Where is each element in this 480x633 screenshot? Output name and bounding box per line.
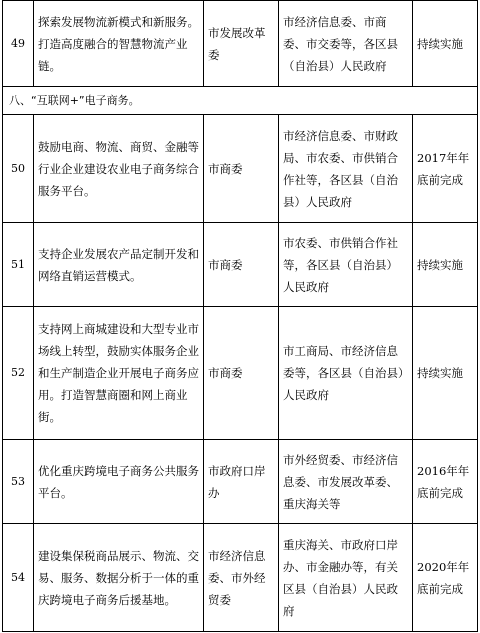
partner-unit-cell: 市农委、市供销合作社等，各区县（自治县）人民政府 (279, 223, 413, 307)
table-row (3, 1, 478, 87)
row-number: 52 (3, 307, 34, 440)
task-cell: 建设集保税商品展示、物流、交易、服务、数据分析于一体的重庆跨境电子商务后援基地。 (34, 524, 204, 632)
row-number: 49 (3, 1, 34, 87)
deadline-cell: 2016年年底前完成 (413, 440, 478, 524)
task-cell: 支持企业发展农产品定制开发和网络直销运营模式。 (34, 223, 204, 307)
task-cell: 优化重庆跨境电子商务公共服务平台。 (34, 440, 204, 524)
partner-unit-cell: 市经济信息委、市商委、市交委等，各区县（自治县）人民政府 (279, 1, 413, 87)
section-heading: 八、“互联网+”电子商务。 (3, 87, 478, 115)
row-number: 53 (3, 440, 34, 524)
partner-unit-cell: 市外经贸委、市经济信息委、市发展改革委、重庆海关等 (279, 440, 413, 524)
table-row (3, 223, 478, 307)
row-number: 50 (3, 115, 34, 223)
deadline-cell: 2020年年底前完成 (413, 524, 478, 632)
deadline-cell: 持续实施 (413, 1, 478, 87)
partner-unit-cell: 市工商局、市经济信息委等，各区县（自治县）人民政府 (279, 307, 413, 440)
table-row (3, 307, 478, 440)
section-row (3, 87, 478, 115)
partner-unit-cell: 市经济信息委、市财政局、市农委、市供销合作社等，各区县（自治县）人民政府 (279, 115, 413, 223)
lead-unit-cell: 市商委 (204, 115, 279, 223)
deadline-cell: 持续实施 (413, 223, 478, 307)
deadline-cell: 持续实施 (413, 307, 478, 440)
row-number: 54 (3, 524, 34, 632)
partner-unit-cell: 重庆海关、市政府口岸办、市金融办等，有关区县（自治县）人民政府 (279, 524, 413, 632)
lead-unit-cell: 市发展改革委 (204, 1, 279, 87)
deadline-cell: 2017年年底前完成 (413, 115, 478, 223)
table-row (3, 440, 478, 524)
lead-unit-cell: 市商委 (204, 223, 279, 307)
task-cell: 支持网上商城建设和大型专业市场线上转型，鼓励实体服务企业和生产制造企业开展电子商务应用。打造智慧商圈和网上商业街。 (34, 307, 204, 440)
lead-unit-cell: 市经济信息委、市外经贸委 (204, 524, 279, 632)
task-cell: 探索发展物流新模式和新服务。打造高度融合的智慧物流产业链。 (34, 1, 204, 87)
lead-unit-cell: 市商委 (204, 307, 279, 440)
row-number: 51 (3, 223, 34, 307)
table-row (3, 524, 478, 632)
table-row (3, 115, 478, 223)
task-cell: 鼓励电商、物流、商贸、金融等行业企业建设农业电子商务综合服务平台。 (34, 115, 204, 223)
task-table (2, 0, 478, 632)
lead-unit-cell: 市政府口岸办 (204, 440, 279, 524)
